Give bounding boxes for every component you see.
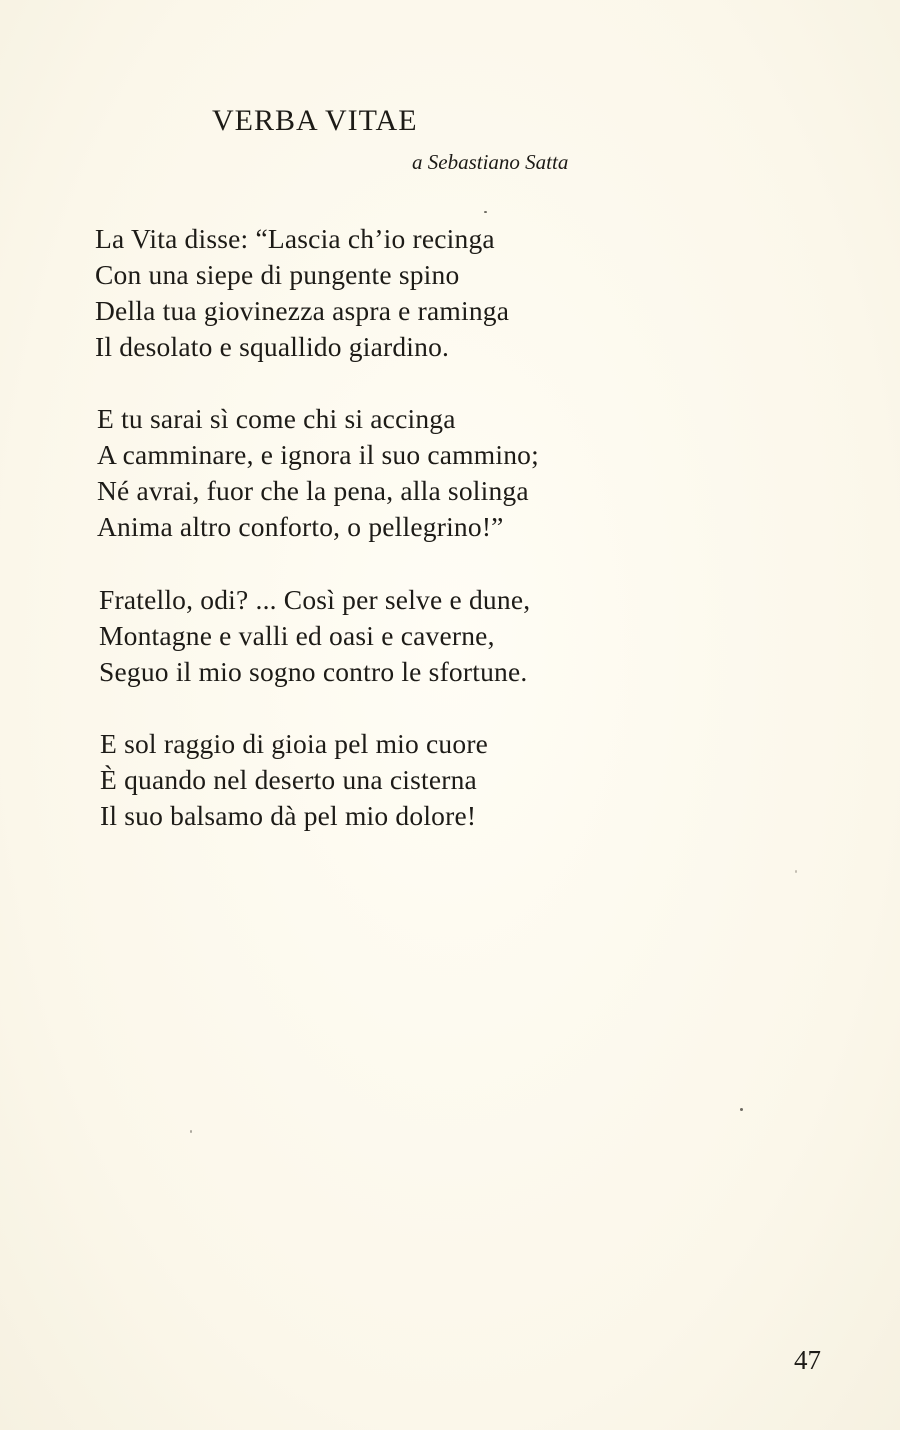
poem-line: Fratello, odi? ... Così per selve e dune, [99,584,531,615]
page-number: 47 [794,1345,821,1375]
poem-line: Della tua giovinezza aspra e raminga [95,295,510,326]
poem-line: Con una siepe di pungente spino [95,259,460,290]
poem-line: Il suo balsamo dà pel mio dolore! [100,800,477,831]
poem-line: Anima altro conforto, o pellegrino!” [97,511,504,542]
paper-speck [795,870,797,873]
paper-speck [484,211,487,213]
poem-line: E sol raggio di gioia pel mio cuore [100,728,489,759]
poem-line: E tu sarai sì come chi si accinga [97,403,456,434]
poem-line: È quando nel deserto una cisterna [100,764,477,795]
poem-line: Seguo il mio sogno contro le sfortune. [99,656,528,687]
poem-line: A camminare, e ignora il suo cammino; [97,439,539,470]
stanza-4 [100,726,488,834]
poem-line: Né avrai, fuor che la pena, alla solinga [97,475,529,506]
stanza-2 [97,401,539,545]
poem-dedication: a Sebastiano Satta [412,150,569,174]
poem-line: La Vita disse: “Lascia ch’io recinga [95,223,495,254]
stanza-3 [99,582,530,690]
poem-line: Il desolato e squallido giardino. [95,331,450,362]
stanza-1 [95,221,509,365]
poem-title: VERBA VITAE [212,104,418,137]
paper-speck [740,1108,743,1111]
paper-speck [190,1130,192,1133]
poem-line: Montagne e valli ed oasi e caverne, [99,620,495,651]
